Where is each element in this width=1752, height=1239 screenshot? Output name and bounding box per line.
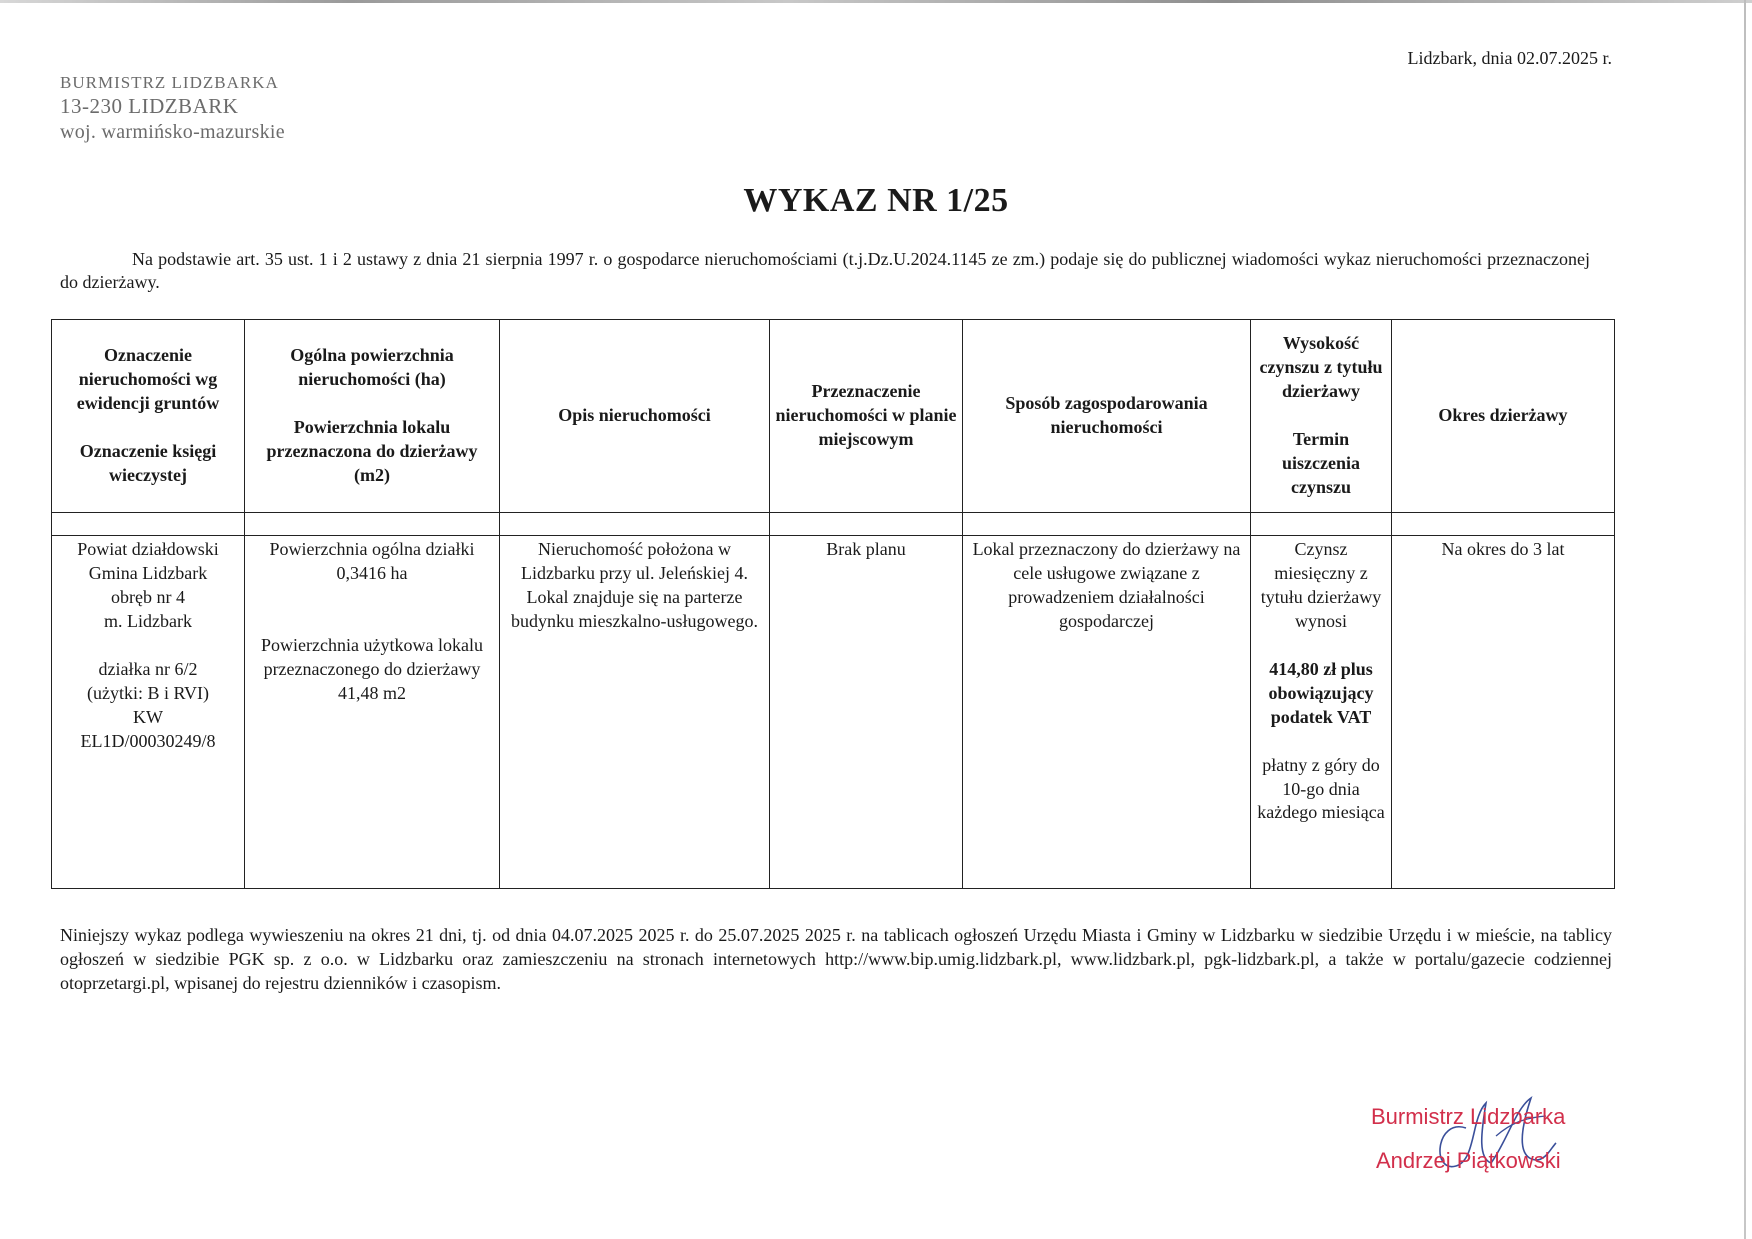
document-title: WYKAZ NR 1/25 — [743, 182, 1009, 219]
header-total-area: Ogólna powierzchnia nieruchomości (ha) — [290, 345, 454, 390]
header-rent-term: Termin uiszczenia czynszu — [1282, 429, 1360, 497]
signature-title: Burmistrz Lidzbarka — [1371, 1104, 1566, 1129]
header-lease-period: Okres dzierżawy — [1392, 320, 1615, 513]
cell-text: działka nr 6/2 — [98, 658, 198, 679]
header-land-registry — [52, 320, 245, 513]
document-date: Lidzbark, dnia 02.07.2025 r. — [1407, 48, 1612, 68]
cell-text: Powierzchnia użytkowa lokalu przeznaczonego do dzierżawy — [261, 634, 483, 679]
cell-text: płatny z góry do 10-go dnia każdego miesiąca — [1257, 754, 1385, 823]
cell-text: m. Lidzbark — [104, 610, 192, 631]
cell-local-plan: Brak planu — [770, 536, 963, 889]
rent-amount: 414,80 zł plus obowiązujący podatek VAT — [1268, 658, 1374, 727]
header-usage: Sposób zagospodarowania nieruchomości — [963, 320, 1251, 513]
cell-rent — [1251, 536, 1392, 889]
header-local-plan: Przeznaczenie nieruchomości w planie miejscowym — [770, 320, 963, 513]
cell-text: 41,48 m2 — [337, 682, 406, 703]
cell-lease-period: Na okres do 3 lat — [1392, 536, 1615, 889]
stamp-office-name: BURMISTRZ LIDZBARKA — [60, 73, 279, 92]
cell-text: EL1D/00030249/8 — [80, 730, 216, 751]
cell-text: Gmina Lidzbark — [88, 562, 208, 583]
header-rent-amount: Wysokość czynszu z tytułu dzierżawy — [1259, 333, 1383, 402]
cell-text: 0,3416 ha — [336, 562, 408, 583]
header-unit-area: Powierzchnia lokalu przeznaczona do dzierżawy (m2) — [266, 417, 478, 485]
stamp-postal-city: 13-230 LIDZBARK — [60, 94, 239, 119]
cell-land-designation — [52, 536, 245, 889]
header-land-designation: Oznaczenie nieruchomości wg ewidencji gruntów — [76, 345, 220, 414]
property-table — [51, 319, 1615, 889]
cell-text: Powiat działdowski — [77, 539, 219, 559]
cell-area — [245, 536, 500, 889]
cell-text: Czynsz miesięczny z tytułu dzierżawy wynosi — [1260, 539, 1382, 631]
header-description: Opis nieruchomości — [500, 320, 770, 513]
table-header-row — [52, 320, 1615, 513]
intro-paragraph: Na podstawie art. 35 ust. 1 i 2 ustawy z dnia 21 sierpnia 1997 r. o gospodarce nieruchomościami (t.j.Dz.U.2024.1145 ze zm.) podaje się do publicznej wiadomości wykaz nieruchomości przeznaczonej do dzierżawy. — [60, 249, 1590, 293]
scan-edge-top — [0, 0, 1752, 3]
header-rent — [1251, 320, 1392, 513]
table-spacer-row — [52, 513, 1615, 536]
cell-text: Powierzchnia ogólna działki — [269, 539, 475, 559]
footer-paragraph: Niniejszy wykaz podlega wywieszeniu na okres 21 dni, tj. od dnia 04.07.2025 2025 r. do 25.07.2025 2025 r. na tablicach ogłoszeń Urzędu Miasta i Gminy w Lidzbarku w siedzibie Urzędu i w mieście, na tablicy ogłoszeń w siedzibie PGK sp. z o.o. w Lidzbarku oraz zamieszczeniu na stronach internetowych http://www.bip.umig.lidzbark.pl, www.lidzbark.pl, pgk-lidzbark.pl, a także w portalu/gazecie codziennej otoprzetargi.pl, wpisanej do rejestru dzienników i czasopism. — [60, 925, 1612, 993]
office-stamp — [60, 72, 285, 145]
signature-stamp — [1366, 1104, 1606, 1204]
cell-text: (użytki: B i RVI) — [86, 682, 210, 703]
signature-name: Andrzej Piątkowski — [1376, 1148, 1561, 1173]
cell-text: KW — [133, 706, 163, 727]
cell-description: Nieruchomość położona w Lidzbarku przy ul. Jeleńskiej 4. Lokal znajduje się na parterze budynku mieszkalno-usługowego. — [500, 536, 770, 889]
cell-text: obręb nr 4 — [111, 586, 185, 607]
stamp-voivodeship: woj. warmińsko-mazurskie — [60, 120, 285, 143]
table-row — [52, 536, 1615, 889]
cell-usage: Lokal przeznaczony do dzierżawy na cele usługowe związane z prowadzeniem działalności gospodarczej — [963, 536, 1251, 889]
header-land-book: Oznaczenie księgi wieczystej — [79, 440, 217, 485]
header-area — [245, 320, 500, 513]
